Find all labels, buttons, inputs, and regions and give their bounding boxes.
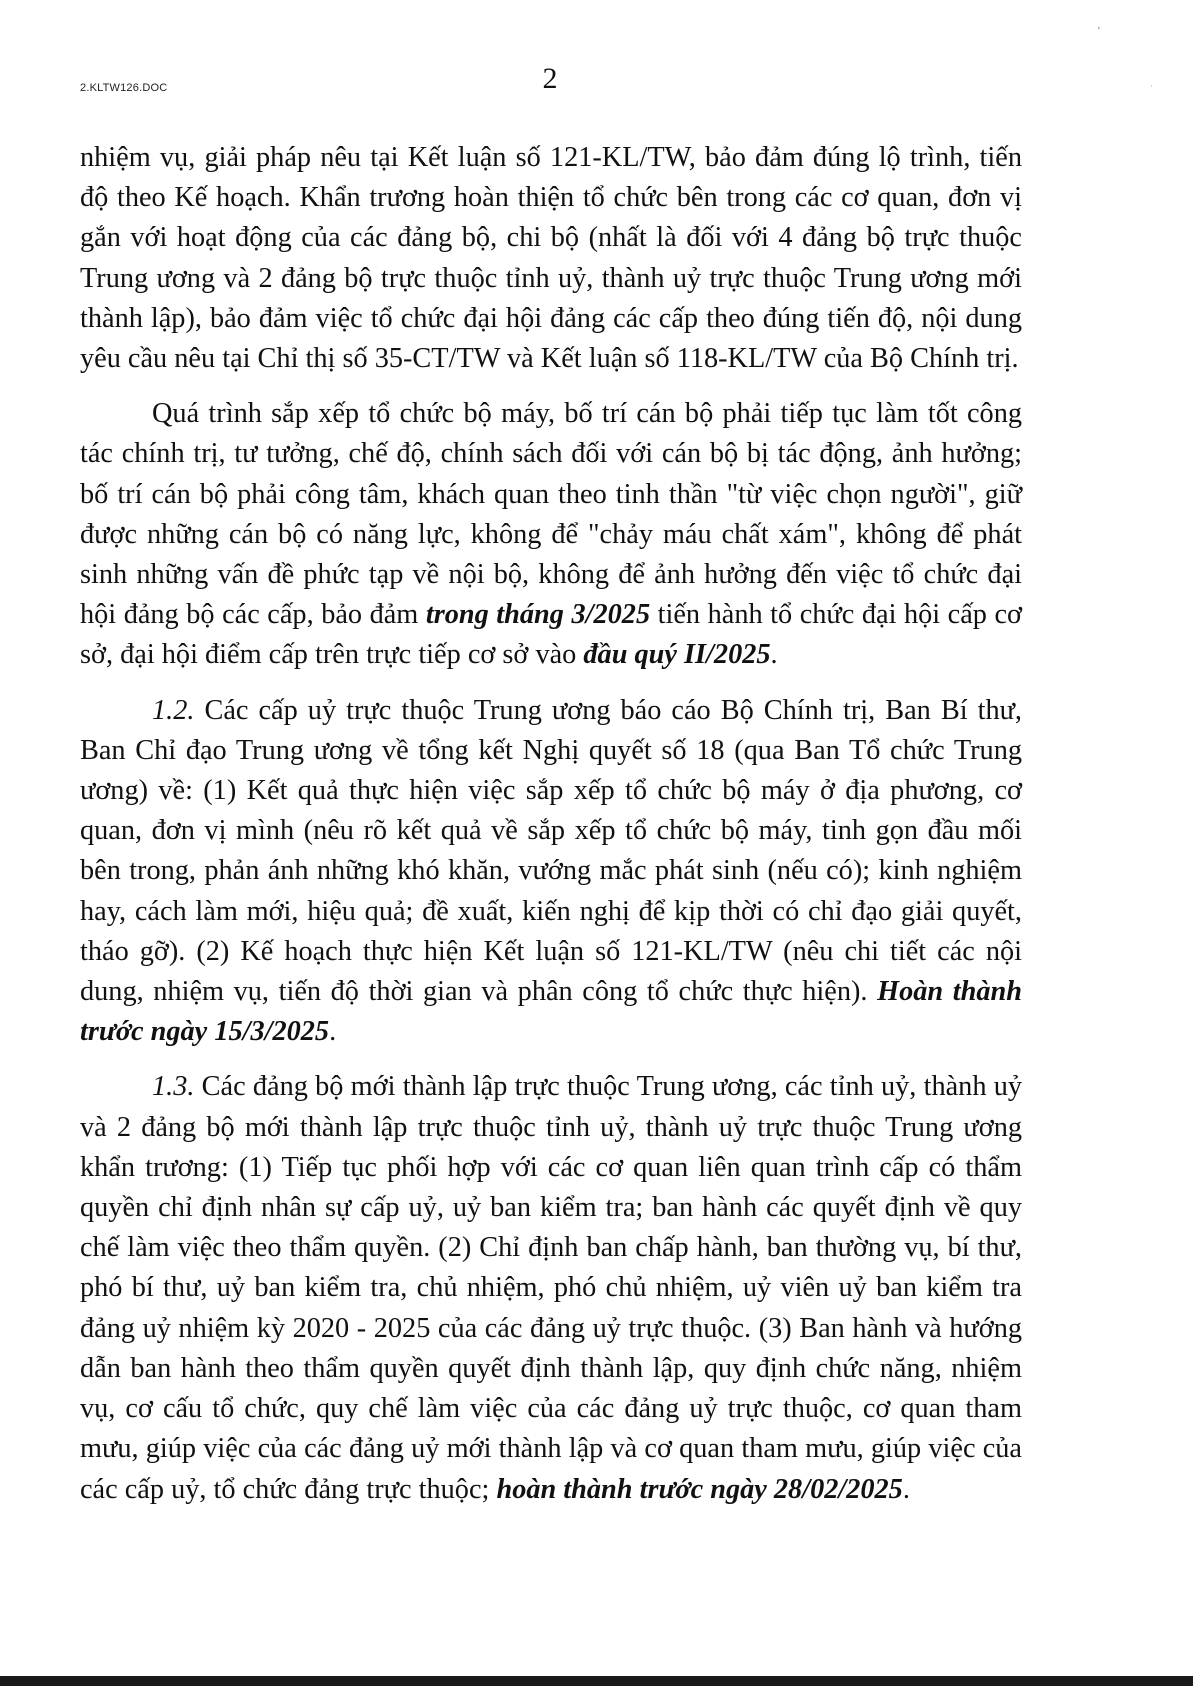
paragraph-text: Các cấp uỷ trực thuộc Trung ương báo cáo Bộ Chính trị, Ban Bí thư, Ban Chỉ đạo Trung ương về tổng kết Nghị quyết số 18 (qua Ban Tổ chức Trung ương) về: (1) Kết quả thực hiện việc sắp xếp tổ chức bộ máy ở địa phương, cơ quan, đơn vị mình (nêu rõ kết quả về sắp xếp tổ chức bộ máy, tinh gọn đầu mối bên trong, phản ánh những khó khăn, vướng mắc phát sinh (nếu có); kinh nghiệm hay, cách làm mới, hiệu quả; đề xuất, kiến nghị để kịp thời có chỉ đạo giải quyết, tháo gỡ). (2) Kế hoạch thực hiện Kết luận số 121-KL/TW (nêu chi tiết các nội dung, nhiệm vụ, tiến độ thời gian và phân công tổ chức thực hiện). bbox=[80, 694, 1022, 1008]
paragraph-section-1-3 bbox=[80, 1067, 1022, 1509]
paragraph-text: tiến hành tổ chức đại hội cấp cơ sở, đại hội điểm cấp trên trực tiếp cơ sở vào bbox=[80, 599, 1022, 671]
scan-mark-top: ' bbox=[1098, 26, 1100, 37]
emphasis-deadline: hoàn thành trước ngày 28/02/2025 bbox=[496, 1473, 903, 1505]
paragraph-continuation bbox=[80, 138, 1022, 379]
page-number: 2 bbox=[542, 62, 558, 95]
document-body bbox=[80, 138, 1022, 1510]
paragraph-text: . bbox=[770, 639, 778, 671]
emphasis-deadline: trong tháng 3/2025 bbox=[425, 599, 651, 631]
section-number: 1.3. bbox=[152, 1071, 195, 1103]
scan-bottom-edge bbox=[0, 1676, 1193, 1686]
paragraph-text: nhiệm vụ, giải pháp nêu tại Kết luận số 121-KL/TW, bảo đảm đúng lộ trình, tiến độ theo Kế hoạch. Khẩn trương hoàn thiện tổ chức bên trong các cơ quan, đơn vị gắn với hoạt động của các đảng bộ, chi bộ (nhất là đối với 4 đảng bộ trực thuộc Trung ương và 2 đảng bộ trực thuộc tỉnh uỷ, thành uỷ trực thuộc Trung ương mới thành lập), bảo đảm việc tổ chức đại hội đảng các cấp theo đúng tiến độ, nội dung yêu cầu nêu tại Chỉ thị số 35-CT/TW và Kết luận số 118-KL/TW của Bộ Chính trị. bbox=[80, 142, 1022, 375]
paragraph-reorganization bbox=[80, 394, 1022, 675]
paragraph-text: . bbox=[902, 1473, 910, 1505]
scan-mark-side: · bbox=[1150, 82, 1153, 91]
emphasis-deadline: Hoàn thành trước ngày 15/3/2025 bbox=[80, 976, 1023, 1048]
emphasis-deadline: đầu quý II/2025 bbox=[583, 639, 771, 671]
paragraph-text: . bbox=[329, 1016, 337, 1048]
paragraph-section-1-2 bbox=[80, 691, 1022, 1053]
paragraph-text: Các đảng bộ mới thành lập trực thuộc Trung ương, các tỉnh uỷ, thành uỷ và 2 đảng bộ mới thành lập trực thuộc tỉnh uỷ, thành uỷ trực thuộc Trung ương khẩn trương: (1) Tiếp tục phối hợp với các cơ quan liên quan trình cấp có thẩm quyền chỉ định nhân sự cấp uỷ, uỷ ban kiểm tra; ban hành các quyết định về quy chế làm việc theo thẩm quyền. (2) Chỉ định ban chấp hành, ban thường vụ, bí thư, phó bí thư, uỷ ban kiểm tra, chủ nhiệm, phó chủ nhiệm, uỷ viên uỷ ban kiểm tra đảng uỷ nhiệm kỳ 2020 - 2025 của các đảng uỷ trực thuộc. (3) Ban hành và hướng dẫn ban hành theo thẩm quyền quyết định thành lập, quy định chức năng, nhiệm vụ, cơ cấu tổ chức, quy chế làm việc của các đảng uỷ trực thuộc, cơ quan tham mưu, giúp việc của các đảng uỷ mới thành lập và cơ quan tham mưu, giúp việc của các cấp uỷ, tổ chức đảng trực thuộc; bbox=[80, 1071, 1022, 1505]
paragraph-text: Quá trình sắp xếp tổ chức bộ máy, bố trí cán bộ phải tiếp tục làm tốt công tác chính trị, tư tưởng, chế độ, chính sách đối với cán bộ bị tác động, ảnh hưởng; bố trí cán bộ phải công tâm, khách quan theo tinh thần "từ việc chọn người", giữ được những cán bộ có năng lực, không để "chảy máu chất xám", không để phát sinh những vấn đề phức tạp về nội bộ, không để ảnh hưởng đến việc tổ chức đại hội đảng bộ các cấp, bảo đảm bbox=[80, 398, 1022, 631]
section-number: 1.2. bbox=[152, 694, 195, 726]
file-name-header: 2.KLTW126.DOC bbox=[80, 82, 168, 94]
